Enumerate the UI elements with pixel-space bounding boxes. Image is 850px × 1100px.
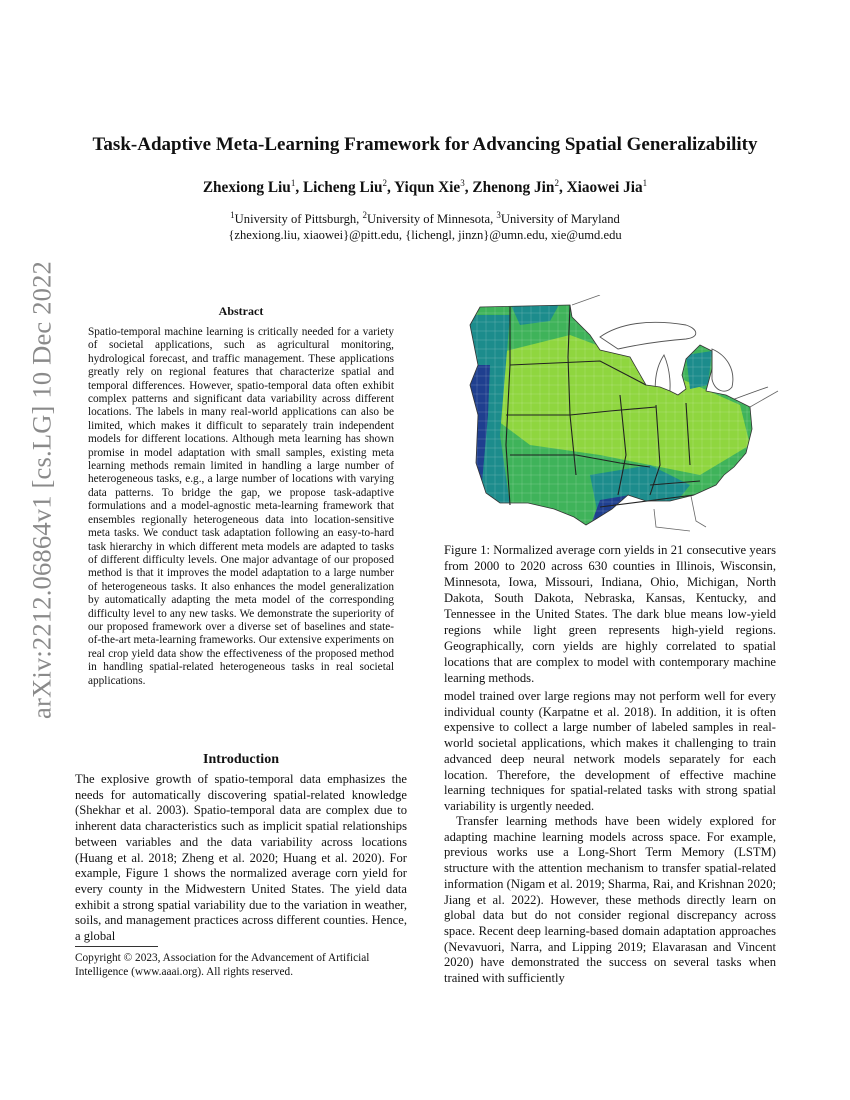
author-list bbox=[60, 178, 790, 197]
county-cells bbox=[450, 295, 780, 535]
corn-yield-choropleth bbox=[450, 295, 780, 535]
lake-huron-outline bbox=[712, 349, 733, 391]
affiliation-umn: University of Minnesota, bbox=[366, 212, 497, 227]
introduction-heading: Introduction bbox=[203, 752, 279, 767]
abstract-text: Spatio-temporal machine learning is critically needed for a variety of societal applications, such as agricultural monitoring, hydrological forecast, and traffic management. These applications greatly rely on regional features that characterize spatial and temporal differences. However, spatio-temporal data often exhibit complex patterns and significant data variability across different locations. The labels in many real-world applications can also be limited, which makes it difficult to separately train independent models for different locations. Although meta learning has shown promise in model adaptation with small samples, existing meta learning methods remain limited in handling a large number of heterogeneous tasks, e.g., a large number of locations with varying data patterns. To bridge the gap, we propose task-adaptive formulations and a model-agnostic meta-learning framework that ensembles regionally heterogeneous data into location-sensitive meta tasks. We conduct task adaptation following an easy-to-hard task hierarchy in which different meta models are adapted to tasks of different difficulty levels. One major advantage of our proposed method is that it improves the model adaptation to a large number of heterogeneous tasks. It also enhances the model generalization by automatically adapting the meta model of the corresponding difficulty level to any new tasks. We demonstrate the superiority of our proposed framework over a diverse set of baselines and state-of-the-art meta-learning frameworks. Our extensive experiments on real crop yield data show the effectiveness of the proposed method in handling spatial-related heterogeneous tasks in real societal applications. bbox=[88, 326, 394, 687]
introduction-text: The explosive growth of spatio-temporal data emphasizes the needs for automatically discovering spatial-related knowledge (Shekhar et al. 2003). Spatio-temporal data are complex due to inherent data characteristics such as implicit spatial relationships between variables and the data variability across locations (Huang et al. 2018; Zheng et al. 2020; Huang et al. 2020). For example, Figure 1 shows the normalized average corn yield for every county in the Midwestern United States. The yield data exhibit a strong spatial variability due to the variation in weather, soils, and management practices across different counties. Hence, a global bbox=[75, 772, 407, 944]
figure-1-map bbox=[450, 295, 780, 535]
affiliations: $^1$University of Pittsburgh, $^2$University of Minnesota, $^3$University of Maryland {zhexiong.liu, xiaowei}@pitt.edu, {lichengl, jinzn}@umn.edu, xie@umd.edu bbox=[228, 210, 622, 243]
right-column-paragraph-2: Transfer learning methods have been widely explored for adapting machine learning models across space. For example, previous works use a Long-Short Term Memory (LSTM) structure with the attention mechanism to transfer spatial-related information (Nigam et al. 2019; Sharma, Rai, and Krishnan 2020; Jiang et al. 2022). However, these methods directly learn on global data but do not consider regional discrepancy across space. Recent deep learning-based domain adaptation approaches (Nevavuori, Narra, and Lipping 2019; Elavarasan and Vincent 2020) have demonstrated the success on several tasks when trained with sufficiently bbox=[444, 814, 776, 986]
figure-1-caption: Figure 1: Normalized average corn yields in 21 consecutive years from 2000 to 2020 across 630 counties in Illinois, Wisconsin, Minnesota, Iowa, Missouri, Indiana, Ohio, Michigan, North Dakota, South Dakota, Nebraska, Kansas, Kentucky, and Tennessee in the United States. The dark blue means low-yield regions while light green represents high-yield regions. Geographically, corn yields are highly correlated to spatial locations that are complex to model with contemporary machine learning methods. bbox=[444, 543, 776, 685]
right-column-paragraph-1: model trained over large regions may not perform well for every individual county (Karpatne et al. 2018). In addition, it is often expensive to collect a large number of labeled samples in real-world societal applications, which makes it challenging to train advanced deep neural network models separately for each location. Therefore, the development of effective machine learning techniques for spatial-related tasks with strong spatial variability is urgently needed. bbox=[444, 689, 776, 813]
author-2: Licheng Liu$^2$, bbox=[302, 178, 395, 197]
copyright-notice: Copyright © 2023, Association for the Advancement of Artificial Intelligence (www.aaai.org). All rights reserved. bbox=[75, 952, 370, 978]
author-3: Yiqun Xie$^3$, bbox=[394, 178, 473, 197]
paper-title: Task-Adaptive Meta-Learning Framework for Advancing Spatial Generalizability bbox=[92, 134, 758, 155]
lake-superior-outline bbox=[600, 322, 696, 349]
author-1: Zhexiong Liu$^1$, bbox=[202, 178, 303, 197]
author-5: Xiaowei Jia$^1$ bbox=[566, 178, 648, 197]
arxiv-identifier: arXiv:2212.06864v1 [cs.LG] 10 Dec 2022 bbox=[26, 260, 57, 719]
footnote-rule bbox=[75, 946, 158, 947]
author-4: Zhenong Jin$^2$, bbox=[472, 178, 567, 197]
abstract-heading: Abstract bbox=[218, 304, 264, 318]
affiliation-umd: University of Maryland bbox=[500, 212, 620, 227]
author-emails: {zhexiong.liu, xiaowei}@pitt.edu, {lichengl, jinzn}@umn.edu, xie@umd.edu bbox=[228, 228, 622, 243]
affiliation-pitt: University of Pittsburgh, bbox=[234, 212, 363, 227]
